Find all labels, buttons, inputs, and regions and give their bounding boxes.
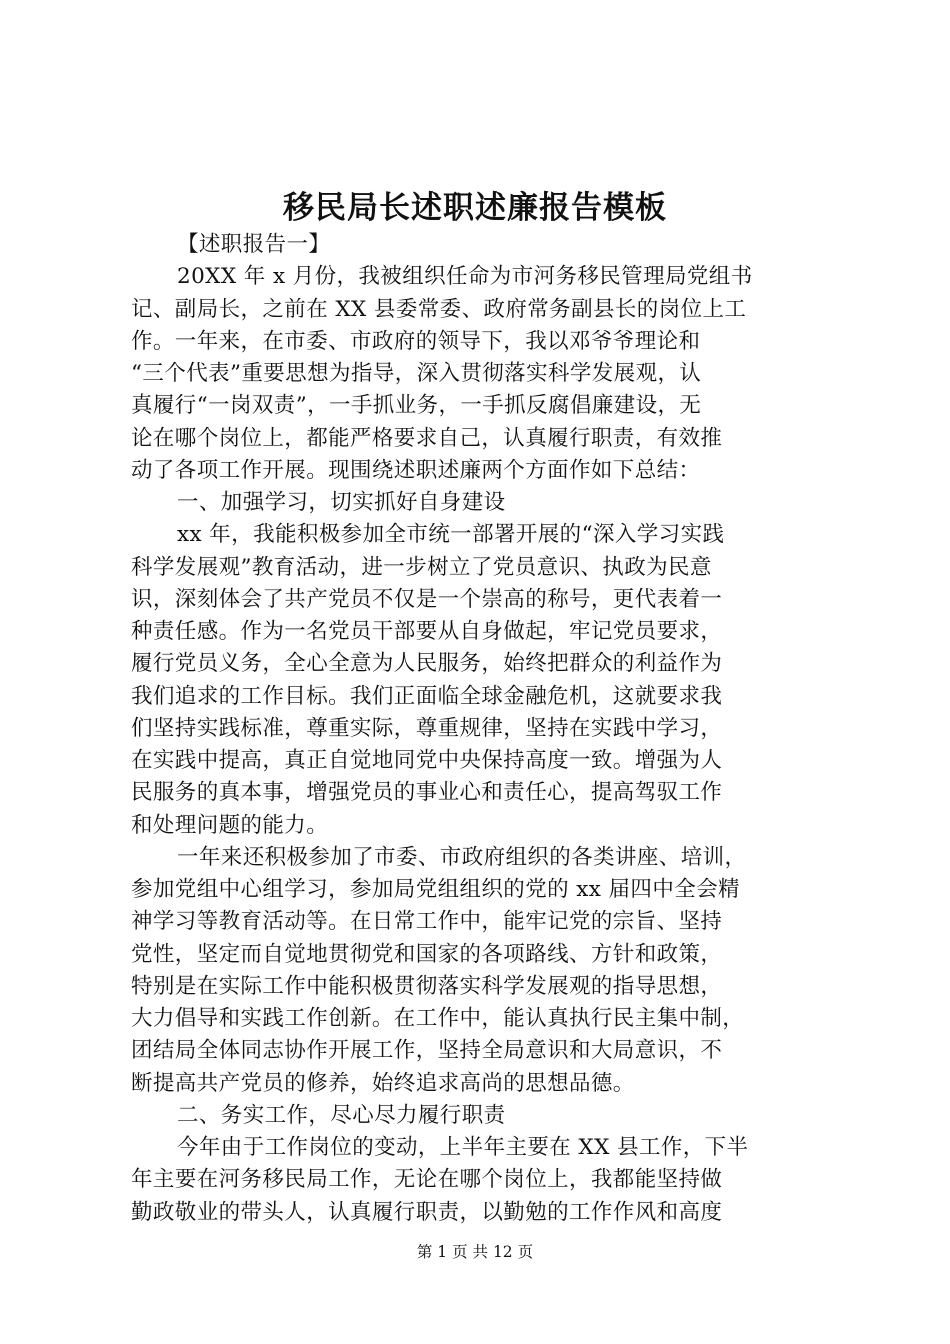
text-line: 断提高共产党员的修养，始终追求高尚的思想品德。 — [131, 1070, 635, 1096]
text-line: 党性，坚定而自觉地贯彻党和国家的各项路线、方针和政策， — [131, 941, 723, 967]
text-line: 团结局全体同志协作开展工作，坚持全局意识和大局意识，不 — [131, 1038, 723, 1064]
text-line: 们坚持实践标准，尊重实际，尊重规律，坚持在实践中学习， — [131, 715, 723, 741]
document-body — [131, 229, 831, 1229]
text-line: 在实践中提高，真正自觉地同党中央保持高度一致。增强为人 — [131, 748, 723, 773]
text-line: 作。一年来，在市委、市政府的领导下，我以邓爷爷理论和 — [131, 328, 701, 354]
text-line: 识，深刻体会了共产党员不仅是一个崇高的称号，更代表着一 — [131, 586, 723, 612]
text-line: 记、副局长，之前在 XX 县委常委、政府常务副县长的岗位上工 — [131, 296, 747, 322]
text-line: 和处理问题的能力。 — [131, 812, 329, 838]
text-line: 论在哪个岗位上，都能严格要求自己，认真履行职责，有效推 — [131, 425, 723, 451]
text-line: 种责任感。作为一名党员干部要从自身做起，牢记党员要求， — [131, 619, 723, 644]
text-line: 履行党员义务，全心全意为人民服务，始终把群众的利益作为 — [131, 651, 723, 677]
text-line: 真履行“一岗双责”，一手抓业务，一手抓反腐倡廉建设，无 — [131, 393, 702, 419]
text-line: 神学习等教育活动等。在日常工作中，能牢记党的宗旨、坚持 — [131, 909, 723, 935]
text-line: 【述职报告一】 — [177, 232, 331, 257]
text-line: 我们追求的工作目标。我们正面临全球金融危机，这就要求我 — [131, 683, 723, 709]
text-line: 大力倡导和实践工作创新。在工作中，能认真执行民主集中制， — [131, 1006, 745, 1031]
page-footer: 第 1 页 共 12 页 — [416, 1243, 534, 1261]
text-line: 一年来还积极参加了市委、市政府组织的各类讲座、培训， — [177, 844, 747, 870]
text-line: 20XX 年 x 月份，我被组织任命为市河务移民管理局党组书 — [177, 264, 753, 290]
text-line: 科学发展观”教育活动，进一步树立了党员意识、执政为民意 — [131, 554, 712, 580]
text-line: 勤政敬业的带头人，认真履行职责，以勤勉的工作作风和高度 — [131, 1199, 723, 1225]
text-line: 今年由于工作岗位的变动，上半年主要在 XX 县工作，下半 — [177, 1135, 749, 1160]
text-line: 一、加强学习，切实抓好自身建设 — [177, 490, 506, 515]
document-title: 移民局长述职述廉报告模板 — [283, 190, 667, 226]
text-line: 二、务实工作，尽心尽力履行职责 — [177, 1102, 506, 1128]
text-line: 特别是在实际工作中能积极贯彻落实科学发展观的指导思想， — [131, 973, 723, 999]
text-line: 民服务的真本事，增强党员的事业心和责任心，提高驾驭工作 — [131, 780, 723, 806]
text-line: 参加党组中心组学习，参加局党组组织的党的 xx 届四中全会精 — [131, 877, 740, 902]
text-line: “三个代表”重要思想为指导，深入贯彻落实科学发展观，认 — [131, 361, 702, 386]
text-line: xx 年，我能积极参加全市统一部署开展的“深入学习实践 — [177, 522, 725, 548]
text-line: 动了各项工作开展。现围绕述职述廉两个方面作如下总结： — [131, 457, 701, 483]
text-line: 年主要在河务移民局工作，无论在哪个岗位上，我都能坚持做 — [131, 1167, 723, 1193]
